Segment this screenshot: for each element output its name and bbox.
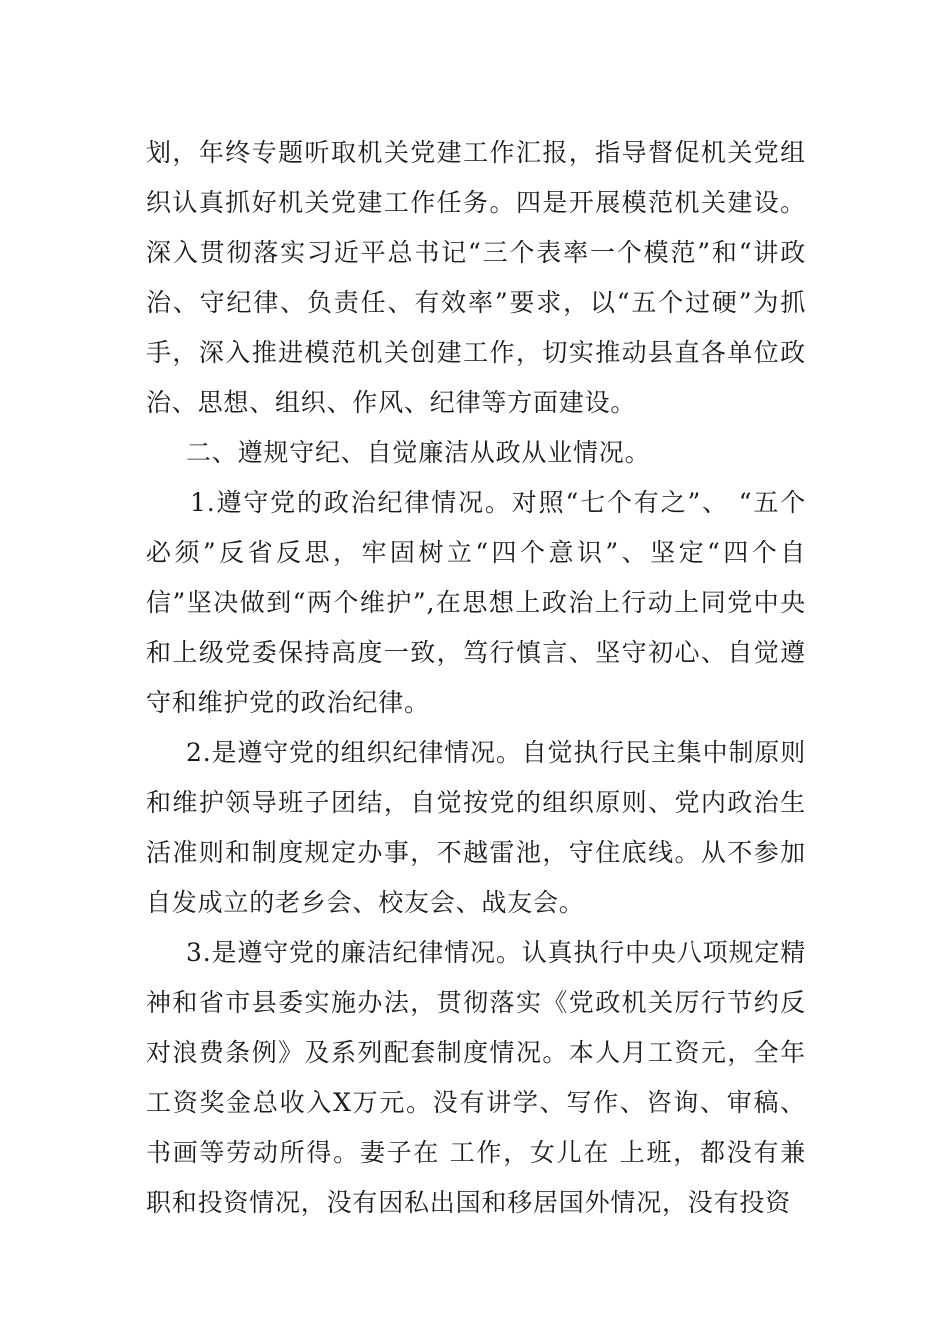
paragraph-political-discipline: 1.遵守党的政治纪律情况。对照“七个有之”、 “五个必须”反省反思，牢固树立“四个意识”、坚定“四个自信”坚决做到“两个维护”,在思想上政治上行动上同党中央和上级党委保持高度一致，笃行慎言、坚守初心、自觉遵守和维护党的政治纪律。 [146, 488, 806, 717]
section-heading: 二、遵规守纪、自觉廉洁从政从业情况。 [186, 438, 651, 467]
document-body [146, 128, 806, 1228]
paragraph-integrity-discipline: 3.是遵守党的廉洁纪律情况。认真执行中央八项规定精神和省市县委实施办法，贯彻落实《党政机关厉行节约反对浪费条例》及系列配套制度情况。本人月工资元，全年工资奖金总收入X万元。没有讲学、写作、咨询、审稿、书画等劳动所得。妻子在 工作，女儿在 上班，都没有兼职和投资情况，没有因私出国和移居国外情况，没有投资 [146, 938, 806, 1217]
paragraph-continuation: 划，年终专题听取机关党建工作汇报，指导督促机关党组织认真抓好机关党建工作任务。四是开展模范机关建设。深入贯彻落实习近平总书记“三个表率一个模范”和“讲政治、守纪律、负责任、有效率”要求，以“五个过硬”为抓手，深入推进模范机关创建工作，切实推动县直各单位政治、思想、组织、作风、纪律等方面建设。 [146, 138, 806, 417]
paragraph-organizational-discipline: 2.是遵守党的组织纪律情况。自觉执行民主集中制原则和维护领导班子团结，自觉按党的组织原则、党内政治生活准则和制度规定办事，不越雷池，守住底线。从不参加自发成立的老乡会、校友会、战友会。 [146, 738, 806, 917]
